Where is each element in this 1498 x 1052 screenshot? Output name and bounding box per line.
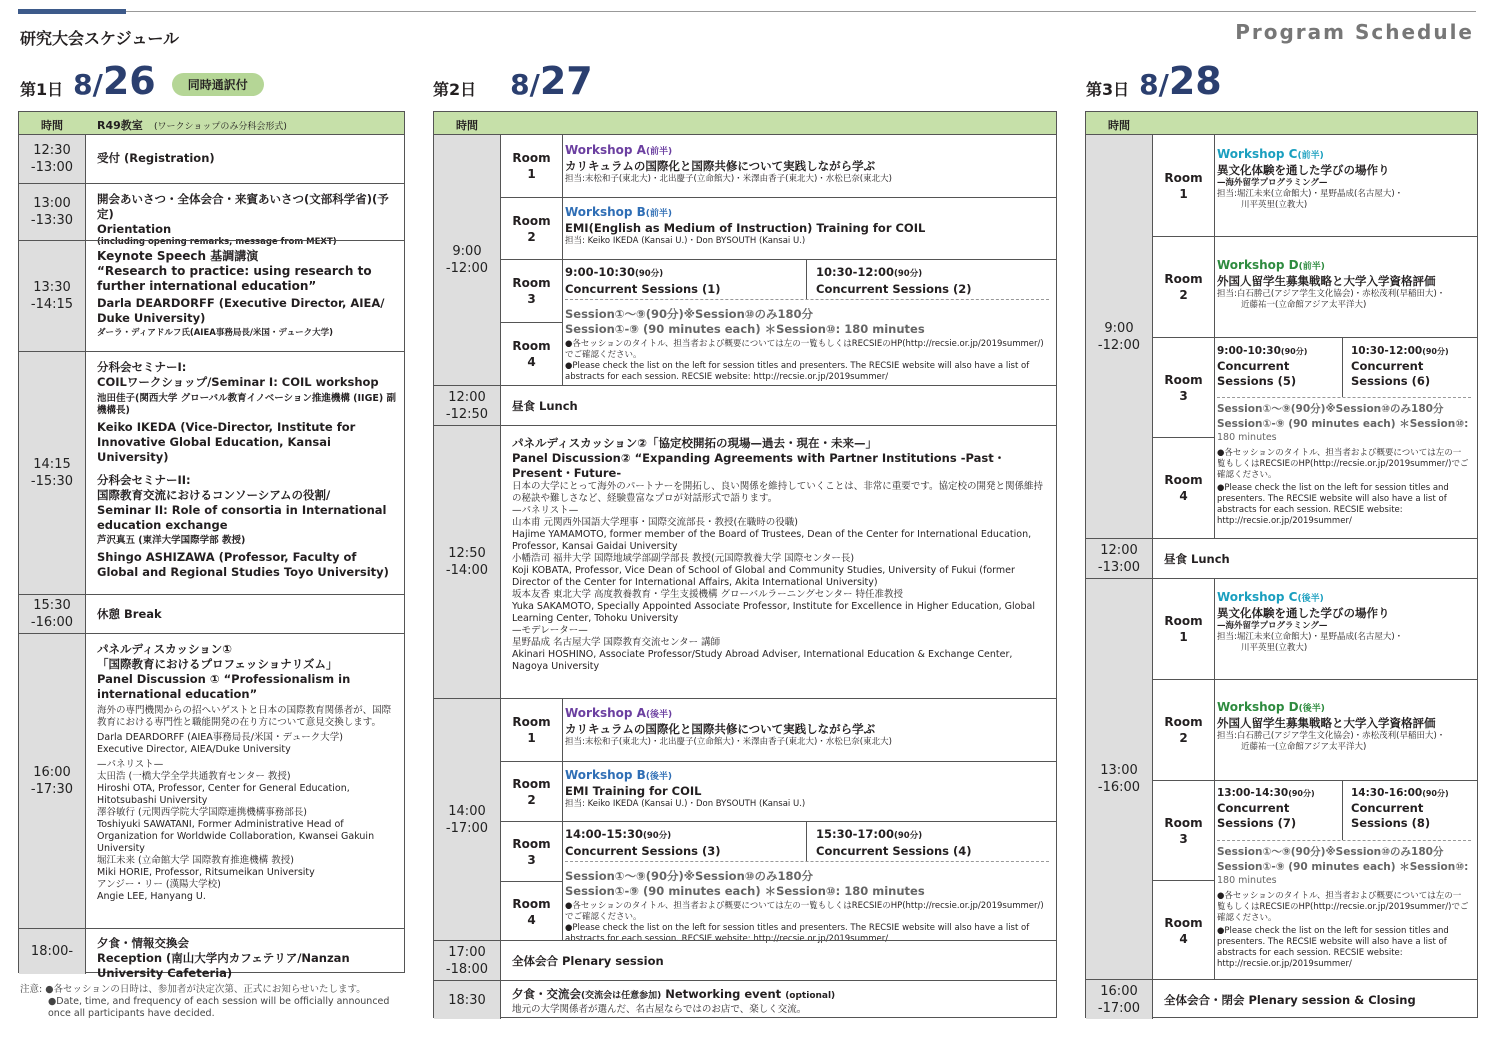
day2-header [433,59,593,104]
day3-date: 8/28 [1139,59,1222,103]
day2-workshop-b-pm: Workshop B(後半) EMI Training for COIL 担当: Keiko IKEDA (Kansai U.)・Don BYSOUTH (Kansai U.) [565,769,806,809]
day1-row: 13:00 -13:30 開会あいさつ・全体会合・来賓あいさつ(文部科学省)(予定) Orientation (including opening remarks, message from MEXT) [19,183,404,240]
program-title: Program Schedule [1235,20,1474,44]
day2-workshop-a-pm: Workshop A(後半) カリキュラムの国際化と国際共修について実践しながら学ぶ 担当:末松和子(東北大)・北出慶子(立命館大)・米澤由香子(東北大)・水松巳奈(東北大) [565,707,892,747]
day1-row: 12:30 -13:00 受付 (Registration) [19,135,404,183]
top-rule [126,11,1476,12]
day3-session-info-pm: Session①〜⑨(90分)※Session⑩のみ180分 Session①-⑨ (90 minutes each) ＊Session⑩: 180 minutes ●各セッションのタイトル、担当者および概要については左の一覧もしくはRECSIEのHP(http://recsie.or.jp/2019summer/)でご確認ください。 ●Please check the list on the left for session titles and presenters. The RECSIE website will also have a list of abstracts for each session. RECSIE website: http://recsie.or.jp/2019summer/ [1217,846,1469,969]
day2-plenary-row: 17:00 -18:00 全体会合 Plenary session [434,940,1056,980]
day1-row: 13:30 -14:15 Keynote Speech 基調講演 “Research to practice: using research to further international education” Darla DEARDORFF (Executive Director, AIEA/ Duke University) ダーラ・ディアドルフ氏(AIEA事務局長/米国・デューク大学) [19,240,404,351]
day3-concurrent-6: 10:30-12:00(90分) Concurrent Sessions (6) [1351,345,1449,388]
day2-networking-row: 18:30 夕食・交流会(交流会は任意参加) Networking event (optional) 地元の大学関係者が選んだ、名古屋ならではのお店で、楽しく交流。 [434,980,1056,1018]
day3-header [1086,59,1222,104]
day3-table-header: 時間 [1086,112,1477,135]
day2-panel-row: 12:50 -14:00 パネルディスカッション②「協定校開拓の現場—過去・現在・未来—」 Panel Discussion② “Expanding Agreements with Partner Institutions -Past・Present・Future- 日本の大学にとって海外のパートナーを開拓し、良い関係を維持していくことは、非常に重要です。協定校の開発と関係維持の秘訣や難しさなど、経験豊富なプロが対話形式で語ります。 —パネリスト— 山本甫 元関西外国語大学理事・国際交流部長・教授(在職時の役職) Hajime YAMAMOTO, former member of the Board of Trustees, Dean of the Center for International Education, Professor, Kansai Gaidai University 小幡浩司 福井大学 国際地域学部副学部長 教授(元国際教養大学 国際センター長) Koji KOBATA, Professor, Vice Dean of School of Global and Community Studies, University of Fukui (former Director of the Center for International Affairs, Akita International University) 坂本友香 東北大学 高度教養教育・学生支援機構 グローバルラーニングセンター 特任准教授 Yuka SAKAMOTO, Specially Appointed Associate Professor, Institute for Excellence in Higher Education, Global Learning Center, Tohoku University —モデレーター— 星野晶成 名古屋大学 国際教育交流センター 講師 Akinari HOSHINO, Associate Professor/Study Abroad Adviser, International Education & Exchange Center, Nagoya University [434,425,1056,698]
day1-row: 18:00- 夕食・情報交換会 Reception (南山大学内カフェテリア/Nanzan University Cafeteria) [19,928,404,973]
col-room: R49教室 [97,119,143,132]
day3-workshop-c-pm: Workshop C(後半) 異文化体験を通した学びの場作り —海外留学プログラミング— 担当:堀江未来(立命館大)・星野晶成(名古屋大)・ 川平英里(立教大) [1217,591,1404,653]
day1-table [18,111,405,980]
day3-concurrent-8: 14:30-16:00(90分) Concurrent Sessions (8) [1351,787,1449,830]
day3-concurrent-5: 9:00-10:30(90分) Concurrent Sessions (5) [1217,345,1308,388]
day2-workshop-b-am: Workshop B(前半) EMI(English as Medium of Instruction) Training for COIL 担当: Keiko IKEDA (Kansai U.)・Don BYSOUTH (Kansai U.) [565,206,926,246]
day3-label: 第3日 [1086,80,1130,99]
day2-table: 時間 9:00 -12:00 Room 1 Room 2 Room 3 Room 4 Workshop A(前半) カリキュラムの国際化と国際共修について実践しながら学ぶ 担当:末松和子(東北大)・北出慶子(立命館大)・米澤由香子(東北大)・水松巳奈(東北大) Workshop B(前半) EMI(English as Medium of Instruction) Training for COIL 担当: Keiko IKEDA (Kansai U.)・Don BYSOUTH (Kansai U.) 9:00-10:30(90分) Concurrent Sessions (1) 10:30-12:00(90分) Concurrent Sessions (2) Session①〜⑨(90分)※Session⑩のみ180分 Session①-⑨ (90 minutes each) ＊Session⑩: 180 minutes ●各セッションのタイトル、担当者および概要については左の一覧もしくはRECSIEのHP(http://recsie.or.jp/2019summer/)でご確認ください。 ●Please check the list on the left for session titles and presenters. The RECSIE website will also have a list of abstracts for each session. RECSIE website: http://recsie.or.jp/2019summer/ 12:00 -12:50 昼食 Lunch 12:50 -14:00 パネルディスカッション②「協定校開拓の現場—過去・現在・未来—」 Panel Discussion② “Expanding Agreements with Partner Institutions -Past・Present・Future- 日本の大学にとって海外のパートナーを開拓し、良い関係を維持していくことは、非常に重要です。協定校の開発と関係維持の秘訣や難しさなど、経験豊富なプロが対話形式で語ります。 —パネリスト— 山本甫 元関西外国語大学理事・国際交流部長・教授(在職時の役職) Hajime YAMAMOTO, former member of the Board of Trustees, Dean of the Center for International Education, Professor, Kansai Gaidai University 小幡浩司 福井大学 国際地域学部副学部長 教授(元国際教養大学 国際センター長) Koji KOBATA, Professor, Vice Dean of School of Global and Community Studies, University of Fukui (former Director of the Center for International Affairs, Akita International University) 坂本友香 東北大学 高度教養教育・学生支援機構 グローバルラーニングセンター 特任准教授 Yuka SAKAMOTO, Specially Appointed Associate Professor, Institute for Excellence in Higher Education, Global Learning Center, Tohoku University —モデレーター— 星野晶成 名古屋大学 国際教育交流センター 講師 Akinari HOSHINO, Associate Professor/Study Abroad Adviser, International Education & Exchange Center, Nagoya University 14:00 -17:00 Room 1 Room 2 Room 3 Room 4 Workshop A(後半) カリキュラムの国際化と国際共修について実践しながら学ぶ 担当:末松和子(東北大)・北出慶子(立命館大)・米澤由香子(東北大)・水松巳奈(東北大) Workshop B(後半) EMI Training for COIL 担当: Keiko IKEDA (Kansai U.)・Don BYSOUTH (Kansai U.) 14:00-15:30(90分) Concurrent Sessions (3) 15:30-17:00(90分) Concurrent Sessions (4) Session①〜⑨(90分)※Session⑩のみ180分 Session①-⑨ (90 minutes each) ＊Session⑩: 180 minutes ●各セッションのタイトル、担当者および概要については左の一覧もしくはRECSIEのHP(http://recsie.or.jp/2019summer/)でご確認ください。 ●Please check the list on the left for session titles and presenters. The RECSIE website will also have a list of abstracts for each session. RECSIE website: http://recsie.or.jp/2019summer/ 17:00 -18:00 全体会合 Plenary session 18:30 夕食・交流会(交流会は任意参加) Networking event (optional) 地元の大学関係者が選んだ、名古屋ならではのお店で、楽しく交流。 [433,111,1057,1018]
day3-pm-block: 13:00 -16:00 Room 1 Room 2 Room 3 Room 4 Workshop C(後半) 異文化体験を通した学びの場作り —海外留学プログラミング— 担当:堀江未来(立命館大)・星野晶成(名古屋大)・ 川平英里(立教大) Workshop D(後半) 外国人留学生募集戦略と大学入学資格評価 担当:白石勝己(アジア学生文化協会)・赤松茂利(早稲田大)・ 近藤祐一(立命館アジア太平洋大) 13:00-14:30(90分) Concurrent Sessions (7) 14:30-16:00(90分) Concurrent Sessions (8) Session①〜⑨(90分)※Session⑩のみ180分 Session①-⑨ (90 minutes each) ＊Session⑩: 180 minutes ●各セッションのタイトル、担当者および概要については左の一覧もしくはRECSIEのHP(http://recsie.or.jp/2019summer/)でご確認ください。 ●Please check the list on the left for session titles and presenters. The RECSIE website will also have a list of abstracts for each session. RECSIE website: http://recsie.or.jp/2019summer/ [1086,578,1477,979]
day3-concurrent-7: 13:00-14:30(90分) Concurrent Sessions (7) [1217,787,1315,830]
day3-closing-row: 16:00 -17:00 全体会合・閉会 Plenary session & Closing [1086,979,1477,1018]
day3-workshop-d-am: Workshop D(前半) 外国人留学生募集戦略と大学入学資格評価 担当:白石勝己(アジア学生文化協会)・赤松茂利(早稲田大)・ 近藤祐一(立命館アジア太平洋大) [1217,259,1446,310]
day2-label: 第2日 [433,80,477,99]
day3-am-time: 9:00 -12:00 [1086,135,1153,538]
day2-concurrent-3: 14:00-15:30(90分) Concurrent Sessions (3) [565,827,721,858]
day3-workshop-c-am: Workshop C(前半) 異文化体験を通した学びの場作り —海外留学プログラミング— 担当:堀江未来(立命館大)・星野晶成(名古屋大)・ 川平英里(立教大) [1217,148,1404,210]
day1-row: 16:00 -17:30 パネルディスカッション① 「国際教育におけるプロフェッショナリズム」 Panel Discussion ① “Professionalism in international education” 海外の専門機関からの招へいゲストと日本の国際教育関係者が、国際教育における専門性と職能開発の在り方について意見交換します。 Darla DEARDORFF (AIEA事務局長/米国・デューク大学) Executive Director, AIEA/Duke University —パネリスト— 太田浩 (一橋大学全学共通教育センター 教授) Hiroshi OTA, Professor, Center for General Education, Hitotsubashi University 澤谷敏行 (元関西学院大学国際連携機構事務部長) Toshiyuki SAWATANI, Former Administrative Head of Organization for Worldwide Collaboration, Kwansei Gakuin University 堀江未来 (立命館大学 国際教育推進機構 教授) Miki HORIE, Professor, Ritsumeikan University アンジー・リー (漢陽大学校) Angie LEE, Hanyang U. [19,633,404,928]
day2-session-info-am: Session①〜⑨(90分)※Session⑩のみ180分 Session①-⑨ (90 minutes each) ＊Session⑩: 180 minutes ●各セッションのタイトル、担当者および概要については左の一覧もしくはRECSIEのHP(http://recsie.or.jp/2019summer/)でご確認ください。 ●Please check the list on the left for session titles and presenters. The RECSIE website will also have a list of abstracts for each session. RECSIE website: http://recsie.or.jp/2019summer/ [565,307,1044,382]
day2-table-header: 時間 [434,112,1056,135]
col-room-note: (ワークショップのみ分科会形式) [154,122,287,132]
day2-pm-block: 14:00 -17:00 Room 1 Room 2 Room 3 Room 4 Workshop A(後半) カリキュラムの国際化と国際共修について実践しながら学ぶ 担当:末松和子(東北大)・北出慶子(立命館大)・米澤由香子(東北大)・水松巳奈(東北大) Workshop B(後半) EMI Training for COIL 担当: Keiko IKEDA (Kansai U.)・Don BYSOUTH (Kansai U.) 14:00-15:30(90分) Concurrent Sessions (3) 15:30-17:00(90分) Concurrent Sessions (4) Session①〜⑨(90分)※Session⑩のみ180分 Session①-⑨ (90 minutes each) ＊Session⑩: 180 minutes ●各セッションのタイトル、担当者および概要については左の一覧もしくはRECSIEのHP(http://recsie.or.jp/2019summer/)でご確認ください。 ●Please check the list on the left for session titles and presenters. The RECSIE website will also have a list of abstracts for each session. RECSIE website: http://recsie.or.jp/2019summer/ [434,698,1056,940]
day2-am-time: 9:00 -12:00 [434,135,501,385]
day2-workshop-a-am: Workshop A(前半) カリキュラムの国際化と国際共修について実践しながら学ぶ 担当:末松和子(東北大)・北出慶子(立命館大)・米澤由香子(東北大)・水松巳奈(東北大) [565,144,892,184]
day1-header [20,59,264,104]
day3-lunch-row: 12:00 -13:00 昼食 Lunch [1086,538,1477,578]
day3-table: 時間 9:00 -12:00 Room 1 Room 2 Room 3 Room 4 Workshop C(前半) 異文化体験を通した学びの場作り —海外留学プログラミング— 担当:堀江未来(立命館大)・星野晶成(名古屋大)・ 川平英里(立教大) Workshop D(前半) 外国人留学生募集戦略と大学入学資格評価 担当:白石勝己(アジア学生文化協会)・赤松茂利(早稲田大)・ 近藤祐一(立命館アジア太平洋大) 9:00-10:30(90分) Concurrent Sessions (5) 10:30-12:00(90分) Concurrent Sessions (6) Session①〜⑨(90分)※Session⑩のみ180分 Session①-⑨ (90 minutes each) ＊Session⑩: 180 minutes ●各セッションのタイトル、担当者および概要については左の一覧もしくはRECSIEのHP(http://recsie.or.jp/2019summer/)でご確認ください。 ●Please check the list on the left for session titles and presenters. The RECSIE website will also have a list of abstracts for each session. RECSIE website: http://recsie.or.jp/2019summer/ 12:00 -13:00 昼食 Lunch 13:00 -16:00 Room 1 Room 2 Room 3 Room 4 Workshop C(後半) 異文化体験を通した学びの場作り —海外留学プログラミング— 担当:堀江未来(立命館大)・星野晶成(名古屋大)・ 川平英里(立教大) Workshop D(後半) 外国人留学生募集戦略と大学入学資格評価 担当:白石勝己(アジア学生文化協会)・赤松茂利(早稲田大)・ 近藤祐一(立命館アジア太平洋大) 13:00-14:30(90分) Concurrent Sessions (7) 14:30-16:00(90分) Concurrent Sessions (8) Session①〜⑨(90分)※Session⑩のみ180分 Session①-⑨ (90 minutes each) ＊Session⑩: 180 minutes ●各セッションのタイトル、担当者および概要については左の一覧もしくはRECSIEのHP(http://recsie.or.jp/2019summer/)でご確認ください。 ●Please check the list on the left for session titles and presenters. The RECSIE website will also have a list of abstracts for each session. RECSIE website: http://recsie.or.jp/2019summer/ 16:00 -17:00 全体会合・閉会 Plenary session & Closing [1085,111,1478,1018]
day3-session-info-am: Session①〜⑨(90分)※Session⑩のみ180分 Session①-⑨ (90 minutes each) ＊Session⑩: 180 minutes ●各セッションのタイトル、担当者および概要については左の一覧もしくはRECSIEのHP(http://recsie.or.jp/2019summer/)でご確認ください。 ●Please check the list on the left for session titles and presenters. The RECSIE website will also have a list of abstracts for each session. RECSIE website: http://recsie.or.jp/2019summer/ [1217,403,1469,526]
page-title: 研究大会スケジュール [20,29,180,48]
day1-row: 15:30 -16:00 休憩 Break [19,594,404,633]
day1-table-header [19,112,404,135]
col-time: 時間 [41,119,63,132]
day2-date: 8/27 [510,59,593,103]
day3-workshop-d-pm: Workshop D(後半) 外国人留学生募集戦略と大学入学資格評価 担当:白石勝己(アジア学生文化協会)・赤松茂利(早稲田大)・ 近藤祐一(立命館アジア太平洋大) [1217,701,1446,752]
day1-row: 14:15 -15:30 分科会セミナーI: COILワークショップ/Seminar I: COIL workshop 池田佳子(関西大学 グローバル教育イノベーション推進機構 (IIGE) 副機構長) Keiko IKEDA (Vice-Director, Institute for Innovative Global Education, Kansai University) 分科会セミナーII: 国際教育交流におけるコンソーシアムの役割/ Seminar II: Role of consortia in International education exchange 芦沢真五 (東洋大学国際学部 教授) Shingo ASHIZAWA (Professor, Faculty of Global and Regional Studies Toyo University) [19,351,404,594]
day2-session-info-pm: Session①〜⑨(90分)※Session⑩のみ180分 Session①-⑨ (90 minutes each) ＊Session⑩: 180 minutes ●各セッションのタイトル、担当者および概要については左の一覧もしくはRECSIEのHP(http://recsie.or.jp/2019summer/)でご確認ください。 ●Please check the list on the left for session titles and presenters. The RECSIE website will also have a list of abstracts for each session. RECSIE website: http://recsie.or.jp/2019summer/ [565,869,1044,944]
day2-lunch-row: 12:00 -12:50 昼食 Lunch [434,385,1056,425]
day1-label: 第1日 [20,80,64,99]
interpretation-badge: 同時通訳付 [172,73,264,96]
day2-concurrent-4: 15:30-17:00(90分) Concurrent Sessions (4) [816,827,972,858]
day2-concurrent-2: 10:30-12:00(90分) Concurrent Sessions (2) [816,265,972,296]
day2-concurrent-1: 9:00-10:30(90分) Concurrent Sessions (1) [565,265,721,296]
top-accent-bar [18,9,126,14]
day1-notes: 注意: ●各セッションの日時は、参加者が決定次第、正式にお知らせいたします。 ●Date, time, and frequency of each session will be officially announced once all participants have decided. [20,984,390,1019]
day1-date: 8/26 [73,59,156,103]
